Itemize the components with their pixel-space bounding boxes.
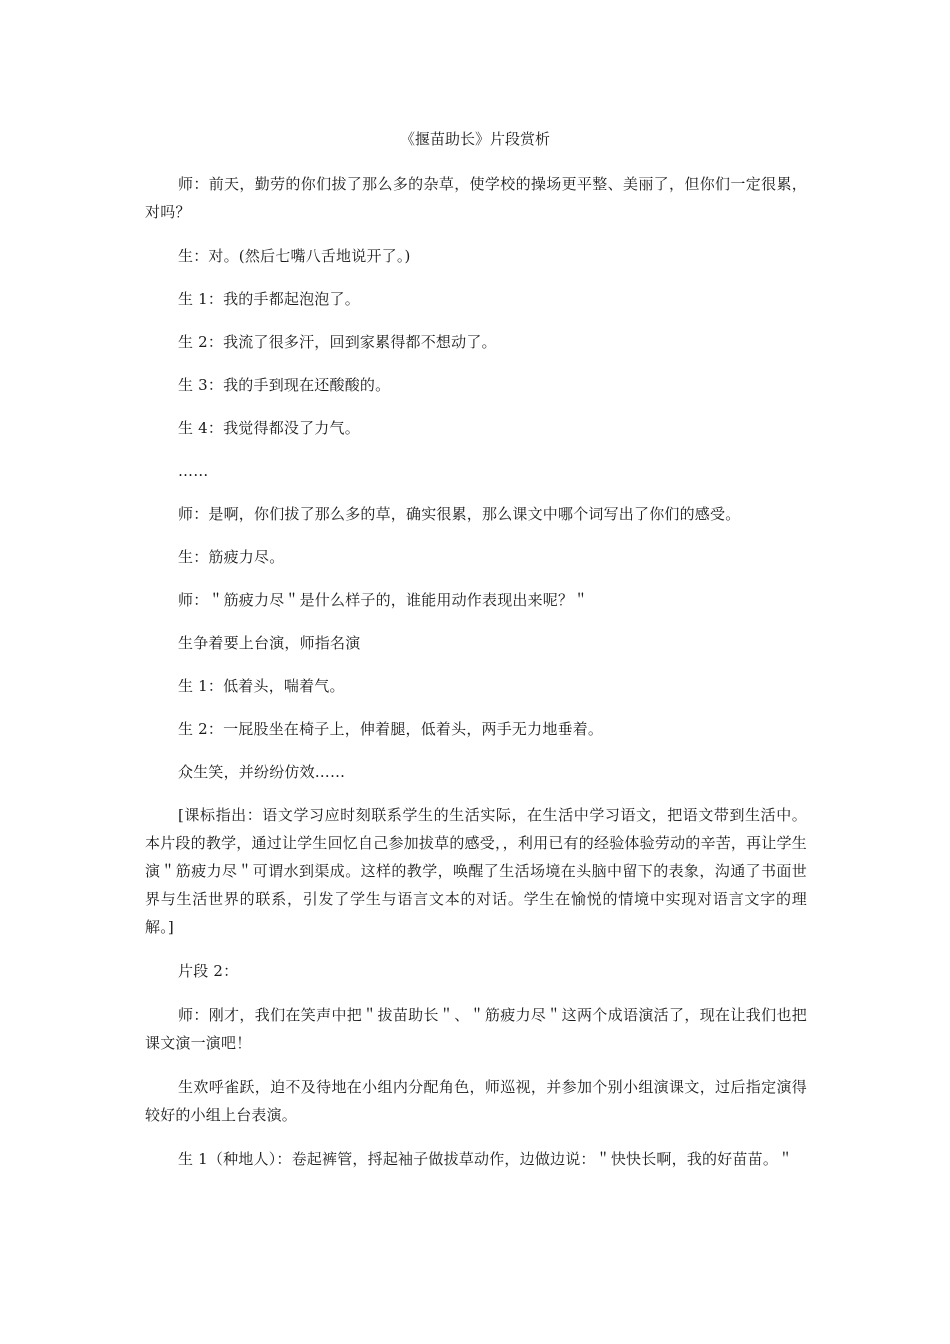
paragraph-9: 生：筋疲力尽。 <box>178 548 285 566</box>
paragraph-13: 生 2：一屁股坐在椅子上，伸着腿，低着头，两手无力地垂着。 <box>178 720 604 738</box>
paragraph-16: 师：刚才，我们在笑声中把＂拔苗助长＂、＂筋疲力尽＂这两个成语演活了，现在让我们也把课文演一演吧！ <box>145 1006 807 1052</box>
paragraph-section-2-heading: 片段 2： <box>178 962 239 980</box>
paragraph-10: 师：＂筋疲力尽＂是什么样子的，谁能用动作表现出来呢？＂ <box>178 591 589 609</box>
paragraph-7-ellipsis: …… <box>178 462 209 480</box>
paragraph-5: 生 3：我的手到现在还酸酸的。 <box>178 376 391 394</box>
paragraph-3: 生 1：我的手都起泡泡了。 <box>178 290 360 308</box>
paragraph-14: 众生笑，并纷纷仿效…… <box>178 763 346 781</box>
paragraph-4: 生 2：我流了很多汗，回到家累得都不想动了。 <box>178 333 497 351</box>
document-body <box>145 170 807 1189</box>
paragraph-17: 生欢呼雀跃，迫不及待地在小组内分配角色，师巡视，并参加个别小组演课文，过后指定演得较好的小组上台表演。 <box>145 1078 807 1124</box>
paragraph-commentary: [课标指出：语文学习应时刻联系学生的生活实际，在生活中学习语文，把语文带到生活中。本片段的教学，通过让学生回忆自己参加拔草的感受，，利用已有的经验体验劳动的辛苦，再让学生演＂筋疲力尽＂可谓水到渠成。这样的教学，唤醒了生活场境在头脑中留下的表象，沟通了书面世界与生活世界的联系，引发了学生与语言文本的对话。学生在愉悦的情境中实现对语言文字的理解。] <box>145 806 807 936</box>
paragraph-1: 师：前天，勤劳的你们拔了那么多的杂草，使学校的操场更平整、美丽了，但你们一定很累，对吗？ <box>145 175 807 221</box>
paragraph-12: 生 1：低着头，喘着气。 <box>178 677 345 695</box>
document-title: 《揠苗助长》片段赏析 <box>399 130 550 148</box>
paragraph-18: 生 1（种地人）：卷起裤管，捋起袖子做拔草动作，边做边说：＂快快长啊，我的好苗苗。＂ <box>178 1150 794 1168</box>
paragraph-11: 生争着要上台演，师指名演 <box>178 634 361 652</box>
paragraph-8: 师：是啊，你们拔了那么多的草，确实很累，那么课文中哪个词写出了你们的感受。 <box>178 505 741 523</box>
paragraph-6: 生 4：我觉得都没了力气。 <box>178 419 360 437</box>
paragraph-2: 生：对。(然后七嘴八舌地说开了。) <box>178 247 411 265</box>
